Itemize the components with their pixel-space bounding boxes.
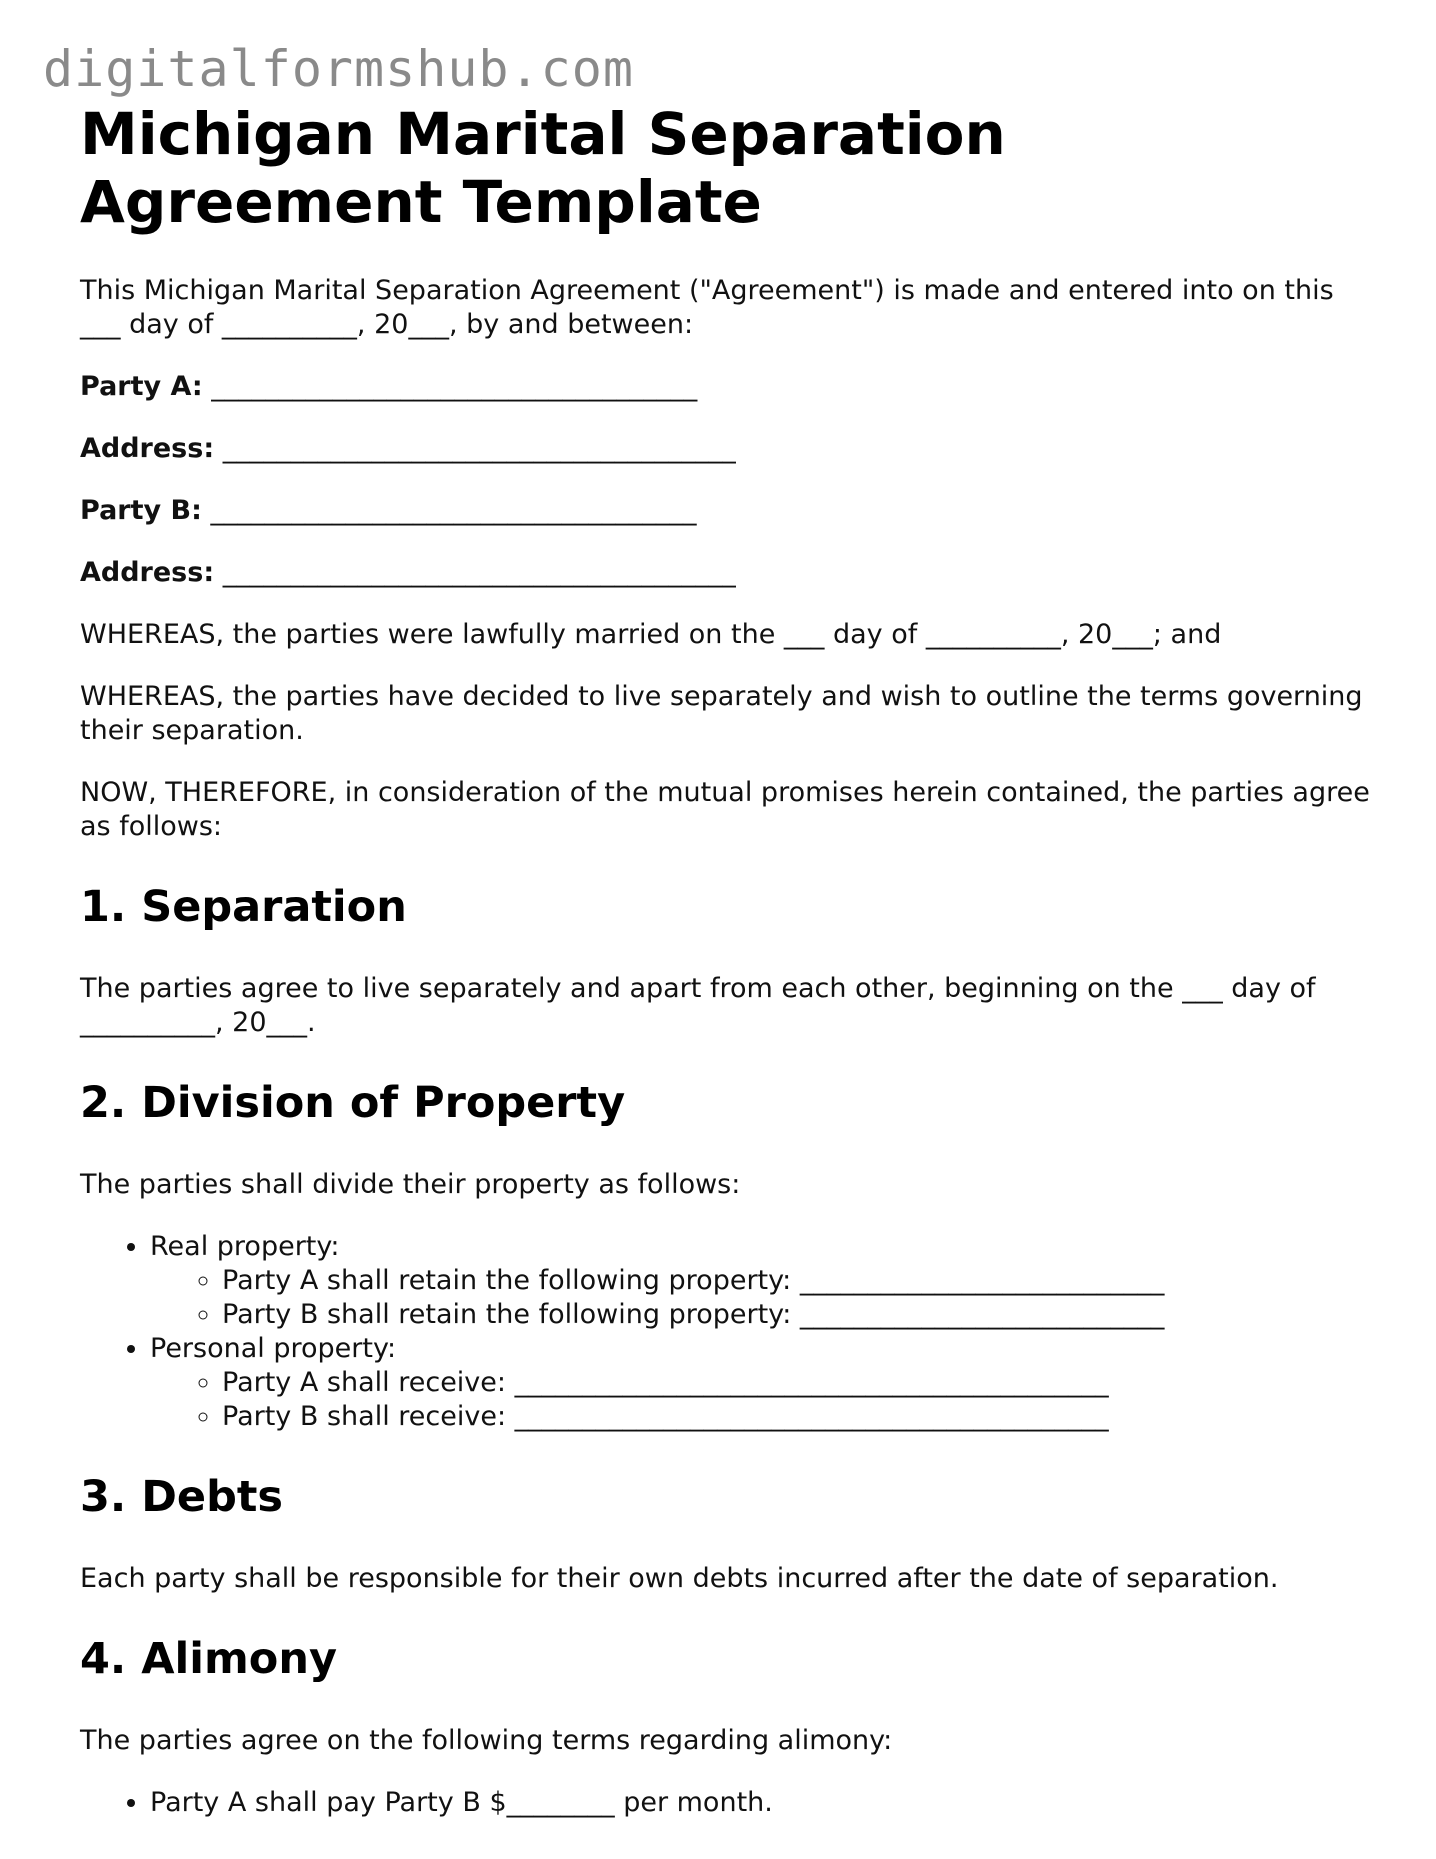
party-b-address-field <box>80 556 1380 590</box>
party-a-address-blank: ______________________________________ <box>222 433 736 464</box>
list-item-personal-property <box>150 1332 1380 1434</box>
party-a-field <box>80 370 1380 404</box>
party-a-label: Party A: <box>80 371 203 402</box>
section-heading-separation: 1. Separation <box>80 882 407 932</box>
recital-married: WHEREAS, the parties were lawfully married on the ___ day of __________, 20___; and <box>80 619 1222 650</box>
party-a-blank: ____________________________________ <box>211 371 698 402</box>
alimony-list <box>80 1786 1380 1820</box>
real-property-label: Real property: <box>150 1231 340 1262</box>
section-heading-alimony: 4. Alimony <box>80 1634 337 1684</box>
personal-property-sublist <box>150 1366 1380 1434</box>
party-a-address-field <box>80 432 1380 466</box>
section-body-alimony: The parties agree on the following terms regarding alimony: <box>80 1725 893 1756</box>
section-body-property: The parties shall divide their property as follows: <box>80 1169 741 1200</box>
party-b-field <box>80 494 1380 528</box>
party-b-address-label: Address: <box>80 557 215 588</box>
list-item: • Party A shall pay Party B $________ per month. <box>150 1786 1380 1820</box>
party-a-address-label: Address: <box>80 433 215 464</box>
party-b-label: Party B: <box>80 495 202 526</box>
list-item: ◦ Party B shall receive: ____________________________________________ <box>222 1400 1380 1434</box>
document-page <box>80 100 1380 1848</box>
recital-therefore: NOW, THEREFORE, in consideration of the mutual promises herein contained, the parties agree as follows: <box>80 777 1370 842</box>
list-item: ◦ Party A shall receive: ____________________________________________ <box>222 1366 1380 1400</box>
section-body-debts: Each party shall be responsible for their own debts incurred after the date of separation. <box>80 1563 1279 1594</box>
section-body-separation: The parties agree to live separately and apart from each other, beginning on the ___ day of __________, 20___. <box>80 973 1316 1038</box>
section-heading-property: 2. Division of Property <box>80 1078 626 1128</box>
document-title: Michigan Marital Separation Agreement Template <box>80 100 1006 236</box>
party-b-address-blank: ______________________________________ <box>222 557 736 588</box>
property-list <box>80 1230 1380 1434</box>
list-item-real-property <box>150 1230 1380 1332</box>
personal-property-label: Personal property: <box>150 1333 397 1364</box>
recital-separate: WHEREAS, the parties have decided to live separately and wish to outline the terms governing their separation. <box>80 681 1363 746</box>
list-item: ◦ Party A shall retain the following property: ___________________________ <box>222 1264 1380 1298</box>
site-watermark: digitalformshub.com <box>43 40 634 98</box>
intro-paragraph: This Michigan Marital Separation Agreement ("Agreement") is made and entered into on this ___ day of __________, 20___, by and between: <box>80 275 1334 340</box>
real-property-sublist <box>150 1264 1380 1332</box>
party-b-blank: ____________________________________ <box>210 495 697 526</box>
list-item: ◦ Party B shall retain the following property: ___________________________ <box>222 1298 1380 1332</box>
section-heading-debts: 3. Debts <box>80 1472 284 1522</box>
